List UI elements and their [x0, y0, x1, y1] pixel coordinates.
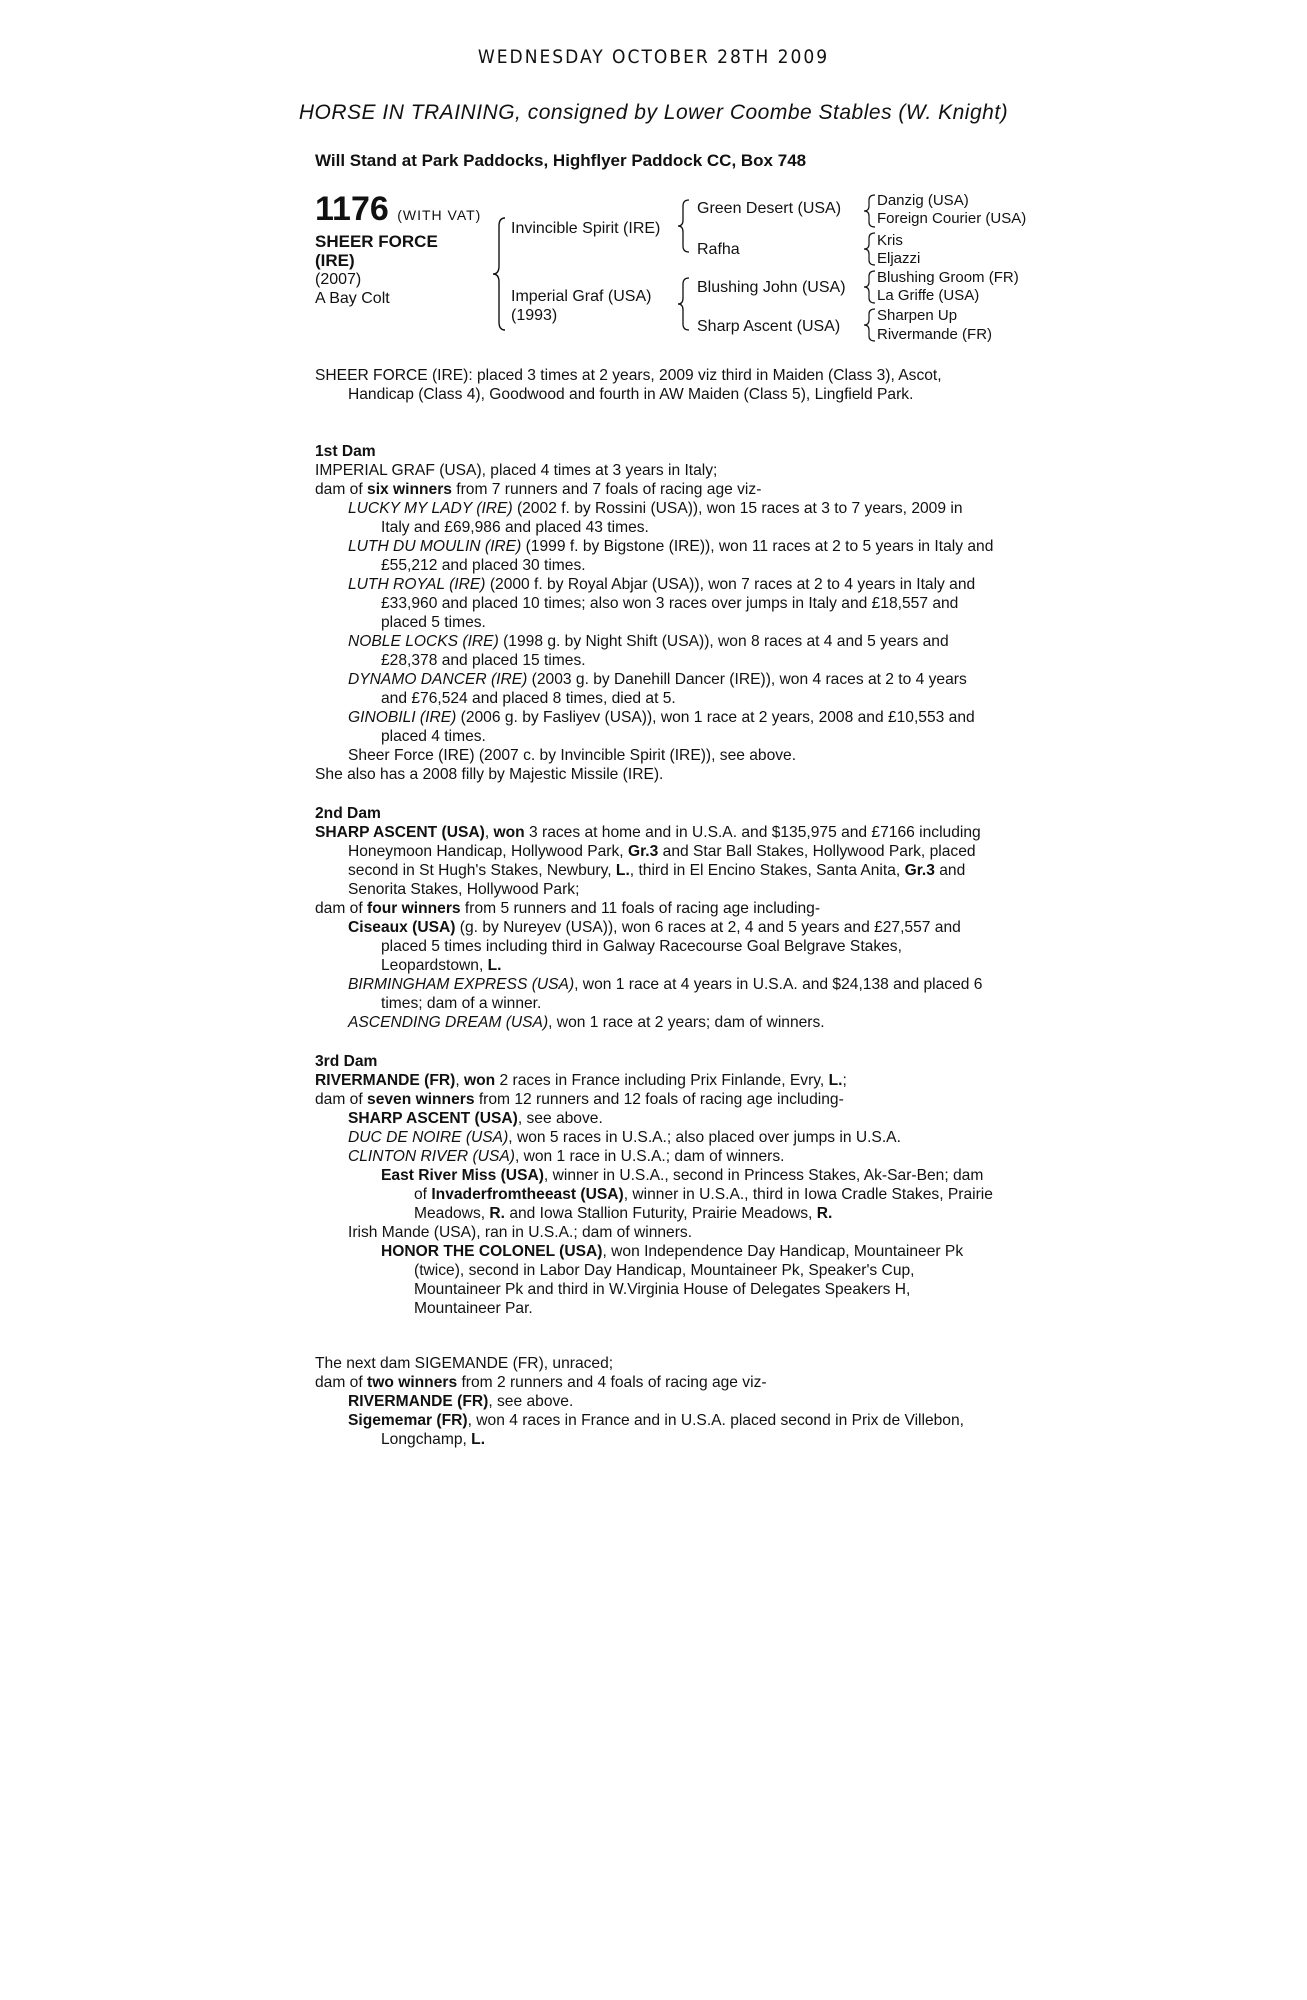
- gen3-blushing-groom: Blushing Groom (FR): [877, 269, 1019, 286]
- produce-item: DUC DE NOIRE (USA), won 5 races in U.S.A.; also placed over jumps in U.S.A.: [348, 1129, 901, 1146]
- sire-dam-brace: [491, 216, 507, 332]
- next-dam-intro: The next dam SIGEMANDE (FR), unraced;: [315, 1355, 614, 1372]
- horse-name-suffix: (IRE): [315, 251, 355, 270]
- gen3-eljazzi: Eljazzi: [877, 250, 921, 267]
- foaling-year: (2007): [315, 271, 362, 288]
- produce-item: GINOBILI (IRE) (2006 g. by Fasliyev (USA)), won 1 race at 2 years, 2008 and £10,553 and placed 4 times.: [348, 709, 975, 745]
- next-dam-section: [315, 1354, 995, 1449]
- grandproduce-item: East River Miss (USA), winner in U.S.A., second in Princess Stakes, Ak-Sar-Ben; dam of Invaderfromtheeast (USA), winner in U.S.A., third in Iowa Cradle Stakes, Prairie Meadows, R. and Iowa Stallion Futurity, Prairie Meadows, R.: [381, 1167, 993, 1222]
- second-dam-heading: 2nd Dam: [315, 805, 381, 822]
- second-dam-record: SHARP ASCENT (USA), won 3 races at home and in U.S.A. and $135,975 and £7166 including Honeymoon Handicap, Hollywood Park, Gr.3 and Star Ball Stakes, Hollywood Park, placed second in St Hugh's Stakes, Newbury, L., third in El Encino Stakes, Santa Anita, Gr.3 and Senorita Stakes, Hollywood Park;: [315, 824, 981, 898]
- first-dam-produce-summary: dam of six winners from 7 runners and 7 foals of racing age viz-: [315, 481, 762, 498]
- third-dam-record: RIVERMANDE (FR), won 2 races in France including Prix Finlande, Evry, L.;: [315, 1072, 847, 1089]
- produce-item-sheer-force: Sheer Force (IRE) (2007 c. by Invincible Spirit (IRE)), see above.: [348, 747, 797, 764]
- horse-name: SHEER FORCE: [315, 232, 438, 251]
- summary-paragraph: SHEER FORCE (IRE): placed 3 times at 2 years, 2009 viz third in Maiden (Class 3), Ascot, Handicap (Class 4), Goodwood and fourth in AW Maiden (Class 5), Lingfield Park.: [315, 367, 942, 403]
- sire-dam: Rafha: [697, 241, 740, 258]
- sire-sire: Green Desert (USA): [697, 200, 842, 217]
- third-dam-section: [315, 1052, 995, 1318]
- gen3-la-griffe: La Griffe (USA): [877, 287, 980, 304]
- gen3-foreign-courier: Foreign Courier (USA): [877, 210, 1027, 227]
- produce-item: BIRMINGHAM EXPRESS (USA), won 1 race at 4 years in U.S.A. and $24,138 and placed 6 times; dam of a winner.: [348, 976, 983, 1012]
- produce-item: CLINTON RIVER (USA), won 1 race in U.S.A.; dam of winners.: [348, 1148, 785, 1165]
- lot-vat-label: (WITH VAT): [397, 207, 482, 223]
- third-dam-heading: 3rd Dam: [315, 1053, 378, 1070]
- produce-item: LUCKY MY LADY (IRE) (2002 f. by Rossini (USA)), won 15 races at 3 to 7 years, 2009 in Italy and £69,986 and placed 43 times.: [348, 500, 963, 536]
- gen3-brace-4: [863, 308, 877, 342]
- lot-heading: [315, 190, 481, 229]
- horse-description: A Bay Colt: [315, 290, 390, 307]
- gen3-sharpen-up: Sharpen Up: [877, 307, 958, 324]
- sire-brace: [677, 198, 691, 254]
- stand-location: Will Stand at Park Paddocks, Highflyer Paddock CC, Box 748: [315, 151, 807, 170]
- dam-sire: Blushing John (USA): [697, 279, 846, 296]
- produce-item: DYNAMO DANCER (IRE) (2003 g. by Danehill Dancer (IRE)), won 4 races at 2 to 4 years and £76,524 and placed 8 times, died at 5.: [348, 671, 967, 707]
- first-dam-also: She also has a 2008 filly by Majestic Missile (IRE).: [315, 766, 664, 783]
- second-dam-section: [315, 804, 995, 1032]
- sale-date-header: WEDNESDAY OCTOBER 28TH 2009: [477, 46, 830, 68]
- race-summary: [315, 366, 995, 404]
- produce-item: RIVERMANDE (FR), see above.: [348, 1393, 574, 1410]
- first-dam-section: [315, 442, 995, 784]
- grandproduce-item: HONOR THE COLONEL (USA), won Independence Day Handicap, Mountaineer Pk (twice), second in Labor Day Handicap, Mountaineer Pk, Speaker's Cup, Mountaineer Pk and third in W.Virginia House of Delegates Speakers H, Mountaineer Par.: [381, 1243, 964, 1317]
- dam-dam: Sharp Ascent (USA): [697, 318, 841, 335]
- produce-item: SHARP ASCENT (USA), see above.: [348, 1110, 603, 1127]
- first-dam-heading: 1st Dam: [315, 443, 376, 460]
- first-dam-intro: IMPERIAL GRAF (USA), placed 4 times at 3 years in Italy;: [315, 462, 718, 479]
- dam-year: (1993): [511, 307, 558, 324]
- next-dam-produce-summary: dam of two winners from 2 runners and 4 foals of racing age viz-: [315, 1374, 767, 1391]
- produce-item: Ciseaux (USA) (g. by Nureyev (USA)), won 6 races at 2, 4 and 5 years and £27,557 and placed 5 times including third in Galway Racecourse Goal Belgrave Stakes, Leopardstown, L.: [348, 919, 961, 974]
- gen3-rivermande: Rivermande (FR): [877, 326, 993, 343]
- gen3-kris: Kris: [877, 232, 903, 249]
- produce-item: Irish Mande (USA), ran in U.S.A.; dam of winners.: [348, 1224, 693, 1241]
- dam-name: Imperial Graf (USA): [511, 288, 652, 305]
- pedigree-block: [315, 190, 1055, 360]
- lot-number: 1176: [315, 190, 389, 228]
- third-dam-produce-summary: dam of seven winners from 12 runners and 12 foals of racing age including-: [315, 1091, 844, 1108]
- gen3-brace-1: [863, 194, 877, 228]
- gen3-danzig: Danzig (USA): [877, 192, 969, 209]
- consignment-line: HORSE IN TRAINING, consigned by Lower Coombe Stables (W. Knight): [298, 101, 1009, 124]
- gen3-brace-2: [863, 232, 877, 266]
- sire-name: Invincible Spirit (IRE): [511, 220, 661, 237]
- gen3-brace-3: [863, 270, 877, 304]
- produce-item: NOBLE LOCKS (IRE) (1998 g. by Night Shift (USA)), won 8 races at 4 and 5 years and £28,378 and placed 15 times.: [348, 633, 949, 669]
- second-dam-produce-summary: dam of four winners from 5 runners and 11 foals of racing age including-: [315, 900, 821, 917]
- produce-item: Sigememar (FR), won 4 races in France and in U.S.A. placed second in Prix de Villebon, Longchamp, L.: [348, 1412, 964, 1448]
- dam-brace: [677, 276, 691, 332]
- produce-item: LUTH DU MOULIN (IRE) (1999 f. by Bigstone (IRE)), won 11 races at 2 to 5 years in Italy and £55,212 and placed 30 times.: [348, 538, 994, 574]
- produce-item: ASCENDING DREAM (USA), won 1 race at 2 years; dam of winners.: [348, 1014, 825, 1031]
- produce-item: LUTH ROYAL (IRE) (2000 f. by Royal Abjar (USA)), won 7 races at 2 to 4 years in Italy and £33,960 and placed 10 times; also won 3 races over jumps in Italy and £18,557 and placed 5 times.: [348, 576, 976, 631]
